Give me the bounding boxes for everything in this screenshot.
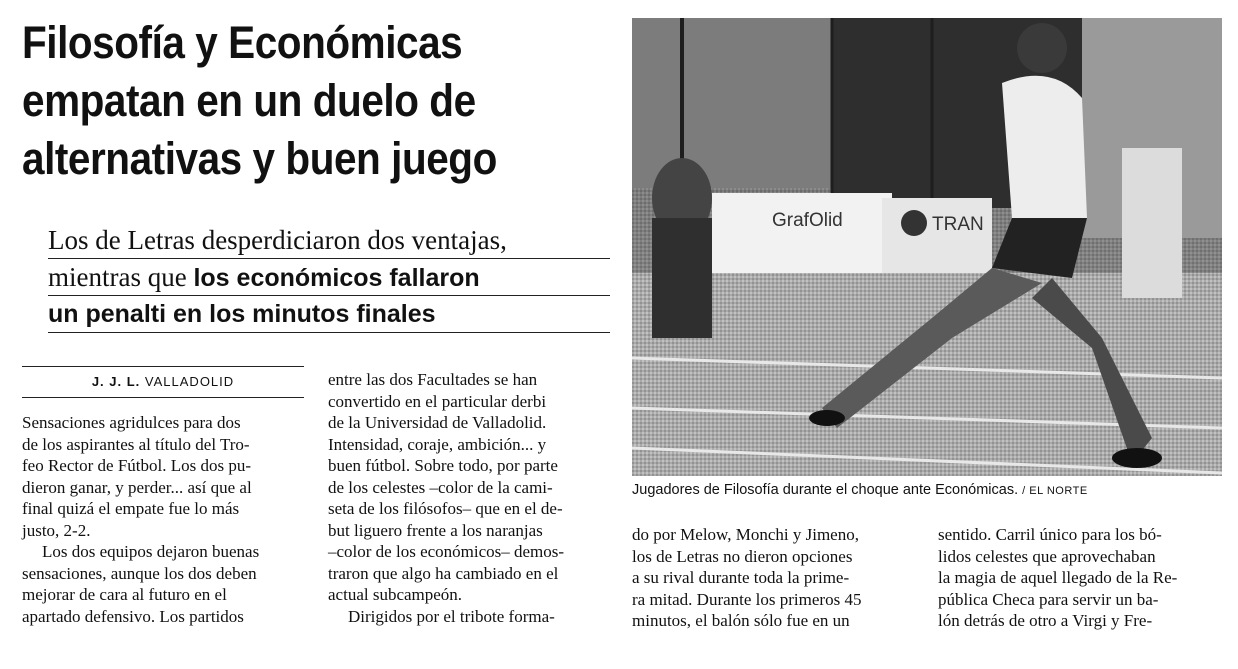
banner-sign-text: TRAN: [932, 214, 984, 235]
text-line: entre las dos Facultades se han: [328, 370, 538, 389]
text-line: actual subcampeón.: [328, 585, 463, 604]
subheadline-line: [48, 259, 610, 296]
text-line: buen fútbol. Sobre todo, por parte: [328, 456, 558, 475]
text-line: Intensidad, coraje, ambición... y: [328, 434, 547, 454]
subheadline-line: un penalti en los minutos finales: [48, 296, 610, 333]
text-line: feo Rector de Fútbol. Los dos pu-: [22, 456, 251, 475]
text-line: traron que algo ha cambiado en el: [328, 563, 559, 583]
article-column-4: [938, 524, 1228, 632]
text-line: mejorar de cara al futuro en el: [22, 585, 227, 604]
text-line: sentido. Carril único para los bó-: [938, 525, 1162, 544]
subheadline-line: Los de Letras desperdiciaron dos ventajas,: [48, 222, 610, 259]
text-line: minutos, el balón sólo fue en un: [632, 611, 850, 630]
banner-sign-text: GrafOlid: [772, 210, 843, 231]
headline-line: Filosofía y Económicas: [22, 17, 463, 68]
football-players-photo: [632, 18, 1222, 476]
byline-author: J. J. L.: [91, 374, 141, 389]
text-line: de la Universidad de Valladolid.: [328, 413, 547, 432]
text-line: de los aspirantes al título del Tro-: [22, 434, 250, 454]
article-photo: [632, 18, 1222, 476]
text-line: seta de los filósofos– que en el de-: [328, 499, 563, 518]
text-line: sensaciones, aunque los dos deben: [22, 563, 257, 583]
text-line: final quizá el empate fue lo más: [22, 499, 240, 518]
photo-credit: / EL NORTE: [1022, 485, 1088, 497]
text-line: justo, 2-2.: [22, 520, 91, 540]
text-line: a su rival durante toda la prime-: [632, 568, 850, 587]
text-line: lidos celestes que aprovechaban: [938, 546, 1156, 566]
text-line: ra mitad. Durante los primeros 45: [632, 589, 862, 609]
text-line: la magia de aquel llegado de la Re-: [938, 568, 1178, 587]
text-line: do por Melow, Monchi y Jimeno,: [632, 525, 859, 544]
text-line: convertido en el particular derbi: [328, 391, 547, 411]
photo-caption: [632, 482, 1232, 498]
text-line: –color de los económicos– demos-: [328, 542, 565, 561]
headline-line: alternativas y buen juego: [22, 133, 497, 184]
text-line: Los dos equipos dejaron buenas: [42, 542, 260, 561]
subheadline-bold-text: los económicos fallaron: [193, 264, 480, 292]
article-column-3: [632, 524, 918, 632]
text-line: pública Checa para servir un ba-: [938, 589, 1159, 609]
text-line: lón detrás de otro a Virgi y Fre-: [938, 611, 1153, 630]
text-line: los de Letras no dieron opciones: [632, 546, 853, 566]
article-column-2: [328, 369, 610, 627]
text-line: apartado defensivo. Los partidos: [22, 606, 244, 626]
text-line: de los celestes –color de la cami-: [328, 477, 553, 497]
byline-location: VALLADOLID: [144, 374, 235, 389]
byline: [22, 366, 304, 398]
text-line: Dirigidos por el tribote forma-: [348, 606, 555, 626]
article-column-1: [22, 412, 308, 627]
text-line: but liguero frente a los naranjas: [328, 520, 543, 540]
subheadline-text: mientras que: [48, 262, 194, 292]
text-line: dieron ganar, y perder... así que al: [22, 477, 252, 497]
text-line: Sensaciones agridulces para dos: [22, 413, 241, 432]
headline: [22, 14, 553, 188]
subheadline: [48, 222, 610, 333]
caption-text: Jugadores de Filosofía durante el choque ante Económicas.: [632, 482, 1019, 498]
headline-line: empatan en un duelo de: [22, 75, 476, 126]
